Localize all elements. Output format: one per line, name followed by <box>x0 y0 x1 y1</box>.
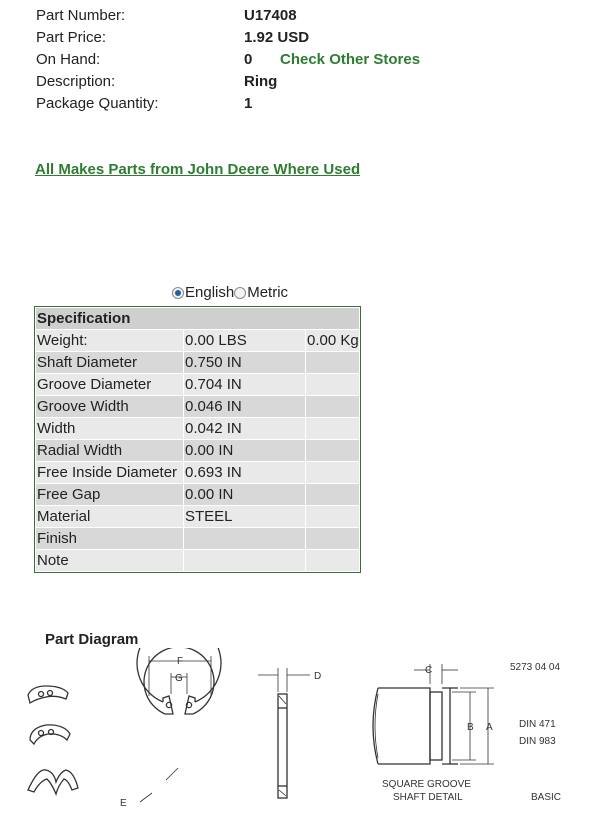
spec-value <box>184 550 305 571</box>
spec-row <box>36 352 359 373</box>
description-value: Ring <box>244 73 278 90</box>
on-hand-label: On Hand: <box>36 51 101 68</box>
metric-label[interactable]: Metric <box>247 284 289 301</box>
spec-value-metric <box>306 418 359 439</box>
spec-value-metric <box>306 528 359 549</box>
shaft-detail-label: SHAFT DETAIL <box>393 792 463 803</box>
spec-row <box>36 462 359 483</box>
label-f: F <box>177 656 184 667</box>
label-e: E <box>120 798 127 809</box>
part-diagram-title: Part Diagram <box>45 631 139 648</box>
code-label: 5273 04 04 <box>510 662 561 673</box>
spec-value-metric <box>306 462 359 483</box>
spec-value-metric <box>306 396 359 417</box>
spec-label: Note <box>36 550 183 571</box>
spec-row <box>36 440 359 461</box>
description-label: Description: <box>36 73 116 90</box>
spec-label: Free Gap <box>36 484 183 505</box>
part-number-value: U17408 <box>244 7 297 24</box>
spec-label: Finish <box>36 528 183 549</box>
label-g: G <box>175 673 183 684</box>
spec-row <box>36 330 359 351</box>
spec-label: Width <box>36 418 183 439</box>
label-b: B <box>467 722 474 733</box>
on-hand-value: 0 <box>244 51 253 68</box>
spec-row <box>36 506 359 527</box>
spec-label: Radial Width <box>36 440 183 461</box>
spec-value: 0.042 IN <box>184 418 305 439</box>
spec-label: Groove Diameter <box>36 374 183 395</box>
spec-value-metric: 0.00 Kg <box>307 332 359 349</box>
spec-row <box>36 550 359 571</box>
spec-value: STEEL <box>184 506 305 527</box>
spec-row <box>36 374 359 395</box>
unit-selector <box>172 284 288 301</box>
spec-label: Weight: <box>36 330 183 351</box>
label-c: C <box>425 665 433 676</box>
package-quantity-label: Package Quantity: <box>36 95 159 112</box>
spec-value-metric <box>306 484 359 505</box>
spec-value-metric <box>306 374 359 395</box>
spec-label: Material <box>36 506 183 527</box>
din-983-label: DIN 983 <box>519 736 556 747</box>
spec-value <box>184 528 305 549</box>
specification-table <box>34 306 361 573</box>
spec-header-row <box>36 308 359 329</box>
ring-side-view <box>258 668 310 798</box>
ring-front-view <box>137 648 221 802</box>
spec-label: Free Inside Diameter <box>36 462 183 483</box>
spec-value: 0.750 IN <box>184 352 305 373</box>
part-number-label: Part Number: <box>36 7 126 24</box>
label-d: D <box>314 671 322 682</box>
metric-radio[interactable] <box>234 287 246 299</box>
english-radio[interactable] <box>172 287 184 299</box>
din-471-label: DIN 471 <box>519 719 556 730</box>
spec-value-metric <box>306 506 359 527</box>
spec-header: Specification <box>36 308 359 329</box>
spec-value: 0.704 IN <box>184 374 305 395</box>
spec-value-metric <box>306 352 359 373</box>
spec-row <box>36 396 359 417</box>
spec-label: Groove Width <box>36 396 183 417</box>
shaft-detail <box>373 664 494 764</box>
label-a: A <box>486 722 493 733</box>
part-price-value: 1.92 USD <box>244 29 310 46</box>
ring-icons <box>28 686 78 794</box>
spec-value-metric <box>306 440 359 461</box>
spec-value: 0.693 IN <box>184 462 305 483</box>
package-quantity-value: 1 <box>244 95 253 112</box>
check-other-stores-link[interactable]: Check Other Stores <box>280 51 421 68</box>
basic-label: BASIC <box>531 792 562 803</box>
spec-value: 0.046 IN <box>184 396 305 417</box>
spec-value: 0.00 IN <box>184 484 305 505</box>
spec-value-metric <box>306 550 359 571</box>
spec-row <box>36 528 359 549</box>
spec-label: Shaft Diameter <box>36 352 183 373</box>
part-diagram-image <box>20 648 580 818</box>
spec-row <box>36 484 359 505</box>
spec-value: 0.00 IN <box>184 440 305 461</box>
square-groove-label: SQUARE GROOVE <box>382 779 471 790</box>
where-used-link[interactable]: All Makes Parts from John Deere Where Used <box>35 161 361 178</box>
spec-value: 0.00 LBS <box>184 330 305 351</box>
english-label[interactable]: English <box>185 284 235 301</box>
part-price-label: Part Price: <box>36 29 107 46</box>
spec-row <box>36 418 359 439</box>
